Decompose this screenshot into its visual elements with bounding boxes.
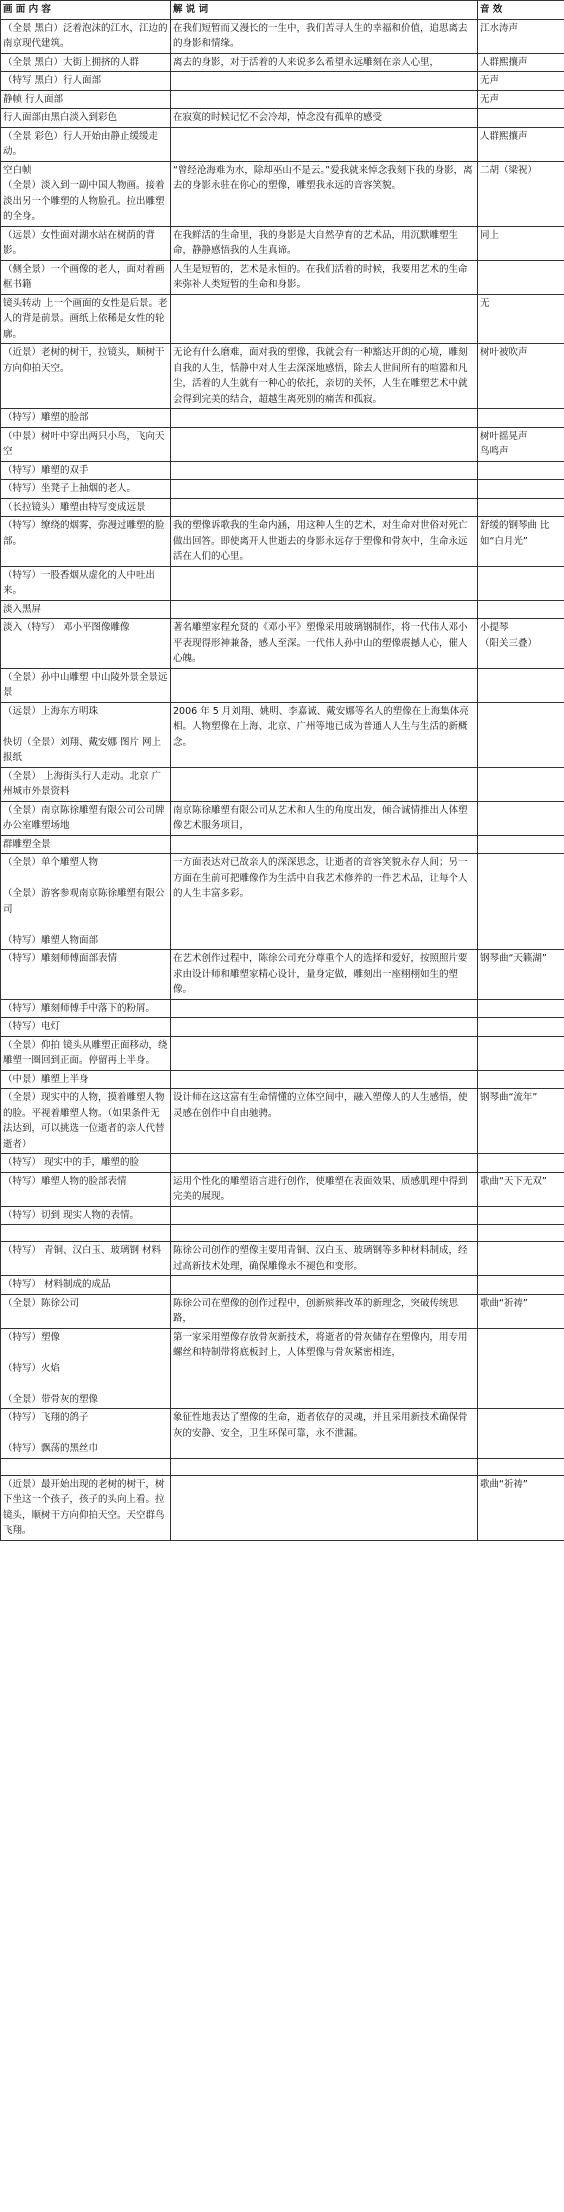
narration-cell: 在我鲜活的生命里，我的身影是大自然孕育的艺术品，用沉默雕塑生命，静静感悟我的人生真谛。 [171,226,478,260]
scene-content-cell: （特写）塑像 （特写）火焰 （全景）带骨灰的塑像 [1,1328,171,1409]
header-sound-effect: 音 效 [478,1,564,20]
narration-cell: 人生是短暂的，艺术是永恒的。在我们活着的时候，我要用艺术的生命来弥补人类短暂的生命和身影。 [171,260,478,294]
narration-cell [171,90,478,109]
table-row [1,1458,564,1475]
table-row [1,90,564,109]
narration-cell: 我的塑像诉歌我的生命内涵，用这种人生的艺术，对生命对世俗对死亡做出回答。即使离开人世逝去的身影永远存于塑像和骨灰中，生命永远活在人们的心里。 [171,517,478,567]
table-row [1,517,564,567]
sound-effect-cell [478,566,564,600]
scene-content-cell [1,1458,171,1475]
sound-effect-cell [478,702,564,767]
table-row [1,854,564,950]
sound-effect-cell: 二胡（梁祝） [478,161,564,226]
table-row [1,1154,564,1173]
table-row [1,999,564,1018]
scene-content-cell: （远景）女性面对湖水站在树荫的背影。 [1,226,171,260]
narration-cell [171,1206,478,1225]
narration-cell: “曾经沧海难为水，除却巫山不是云。”爱我就来悼念我刻下我的身影，离去的身影永驻在你心的塑像，雕塑我永远的音容笑貌。 [171,161,478,226]
sound-effect-cell: 人群熙攘声 [478,127,564,161]
sound-effect-cell: 钢琴曲“流年” [478,1089,564,1154]
narration-cell [171,1070,478,1089]
table-row [1,480,564,499]
table-row [1,1294,564,1328]
sound-effect-cell [478,1458,564,1475]
table-row [1,767,564,801]
table-row [1,1225,564,1242]
sound-effect-cell: 无声 [478,72,564,91]
narration-cell [171,835,478,854]
sound-effect-cell [478,461,564,480]
narration-cell [171,1018,478,1037]
sound-effect-cell [478,854,564,950]
sound-effect-cell: 歌曲“祈祷” [478,1475,564,1540]
table-row [1,161,564,226]
narration-cell: 象征性地表达了塑像的生命，逝者依存的灵魂，并且采用新技术确保骨灰的安静、安全，卫生环保可靠，永不泄漏。 [171,1409,478,1459]
scene-content-cell: （特写 黑白）行人面部 [1,72,171,91]
sound-effect-cell [478,1409,564,1459]
scene-content-cell: （中景）树叶中穿出两只小鸟，飞向天空 [1,427,171,461]
narration-cell [171,1276,478,1295]
sound-effect-cell: 树叶被吹声 [478,344,564,409]
narration-cell: 在寂寞的时候记忆不会冷却，悼念没有孤单的感受 [171,109,478,128]
table-row [1,72,564,91]
narration-cell [171,999,478,1018]
scene-content-cell: （特写）飞翔的鸽子 （特写）飘荡的黑丝巾 [1,1409,171,1459]
scene-content-cell: （近景）最开始出现的老树的树干，树下坐这一个孩子，孩子的头向上看。拉镜头，顺树干方向仰拍天空。天空群鸟飞翔。 [1,1475,171,1540]
sound-effect-cell: 钢琴曲“天籁湖” [478,950,564,1000]
narration-cell [171,566,478,600]
narration-cell [171,72,478,91]
narration-cell [171,1154,478,1173]
table-row [1,566,564,600]
sound-effect-cell: 树叶摇晃声 鸟鸣声 [478,427,564,461]
sound-effect-cell: 同上 [478,226,564,260]
header-narration: 解 说 词 [171,1,478,20]
narration-cell [171,127,478,161]
table-row [1,1409,564,1459]
scene-content-cell: （特写）电灯 [1,1018,171,1037]
sound-effect-cell [478,1070,564,1089]
table-row [1,53,564,72]
narration-cell: 运用个性化的雕塑语言进行创作，使雕塑在表面效果、质感肌理中得到完美的展现。 [171,1172,478,1206]
scene-content-cell: （全景）单个雕塑人物 （全景）游客参观南京陈徐雕塑有限公司 （特写）雕塑人物面部 [1,854,171,950]
scene-content-cell: 淡入黑屏 [1,600,171,619]
table-row [1,409,564,428]
narration-cell: 在艺术创作过程中，陈徐公司充分尊重个人的选择和爱好，按照照片要求由设计师和雕塑家精心设计，量身定做，雕刻出一座栩栩如生的塑像。 [171,950,478,1000]
scene-content-cell: （全景 黑白）大街上拥挤的人群 [1,53,171,72]
sound-effect-cell [478,1276,564,1295]
scene-content-cell: （近景）老树的树干，拉镜头，顺树干方向仰拍天空。 [1,344,171,409]
sound-effect-cell [478,801,564,835]
sound-effect-cell [478,109,564,128]
header-row [1,1,564,20]
narration-cell [171,480,478,499]
table-row [1,1036,564,1070]
scene-content-cell: （全景）陈徐公司 [1,1294,171,1328]
scene-content-cell: （长拉镜头）雕塑由特写变成远景 [1,498,171,517]
sound-effect-cell: 歌曲“祈祷” [478,1294,564,1328]
narration-cell: 著名雕塑家程允贤的《邓小平》塑像采用玻璃钢制作，将一代伟人邓小平表现得形神兼备，感人至深。一代伟人孙中山的塑像震撼人心，催人心魄。 [171,619,478,669]
scene-content-cell: （全景）现实中的人物，摸着雕塑人物的脸。平视着雕塑人物。（如果条件无法达到，可以挑选一位逝者的亲人代替逝者） [1,1089,171,1154]
sound-effect-cell [478,600,564,619]
table-row [1,19,564,53]
table-row [1,109,564,128]
narration-cell: 2006 年 5 月刘翔、姚明、李嘉诚、戴安娜等名人的塑像在上海集体亮相。人物塑像在上海、北京、广州等地已成为普通人人生与生活的新概念。 [171,702,478,767]
sound-effect-cell [478,1225,564,1242]
table-row [1,1242,564,1276]
table-row [1,1018,564,1037]
scene-content-cell: （特写）切到 现实人物的表情。 [1,1206,171,1225]
table-row [1,260,564,294]
table-row [1,1475,564,1540]
table-row [1,427,564,461]
narration-cell: 设计师在这这富有生命情懂的立体空间中，融入塑像人的人生感悟，使灵感在创作中自由驰骋。 [171,1089,478,1154]
table-row [1,668,564,702]
scene-content-cell: （全景 彩色）行人开始由静止缓缓走动。 [1,127,171,161]
scene-content-cell: （全景）南京陈徐雕塑有限公司公司牌办公室雕塑场地 [1,801,171,835]
sound-effect-cell: 舒缓的钢琴曲 比如“白月光” [478,517,564,567]
sound-effect-cell [478,835,564,854]
scene-content-cell: （特写） 青铜、汉白玉、玻璃钢 材料 [1,1242,171,1276]
sound-effect-cell [478,1242,564,1276]
scene-content-cell: （全景）孙中山雕塑 中山陵外景全景远景 [1,668,171,702]
narration-cell: 在我们短暂而又漫长的一生中，我们苦寻人生的幸福和价值，追思离去的身影和情缘。 [171,19,478,53]
scene-content-cell: （特写）坐凳子上抽烟的老人。 [1,480,171,499]
table-row [1,498,564,517]
narration-cell: 陈徐公司创作的塑像主要用青铜、汉白玉、玻璃钢等多种材料制成，经过高新技术处理，确保雕像永不褪色和变形。 [171,1242,478,1276]
sound-effect-cell [478,1036,564,1070]
sound-effect-cell [478,668,564,702]
sound-effect-cell [478,498,564,517]
narration-cell [171,1036,478,1070]
sound-effect-cell [478,767,564,801]
sound-effect-cell [478,1018,564,1037]
scene-content-cell: 行人面部由黑白淡入到彩色 [1,109,171,128]
table-row [1,1172,564,1206]
narration-cell [171,767,478,801]
sound-effect-cell [478,480,564,499]
table-row [1,835,564,854]
scene-content-cell: （全景） 上海街头行人走动。北京 广州城市外景资料 [1,767,171,801]
scene-content-cell: （侧全景）一个画像的老人，面对着画框书籍 [1,260,171,294]
narration-cell [171,600,478,619]
scene-content-cell: （特写）一股香烟从虚化的人中吐出来。 [1,566,171,600]
scene-content-cell: （特写）缭绕的烟雾，弥漫过雕塑的脸部。 [1,517,171,567]
table-row [1,600,564,619]
narration-cell [171,498,478,517]
scene-content-cell: 群雕塑全景 [1,835,171,854]
scene-content-cell: 空白帧 （全景）淡入到一副中国人物画。接着淡出另一个雕塑的人物脸孔。拉出雕塑的全身。 [1,161,171,226]
narration-cell: 南京陈徐雕塑有限公司从艺术和人生的角度出发，倾合诚情推出人体塑像艺术服务项目， [171,801,478,835]
sound-effect-cell [478,260,564,294]
narration-cell [171,461,478,480]
scene-content-cell [1,1225,171,1242]
narration-cell: 第一家采用塑像存放骨灰新技术，将逝者的骨灰储存在塑像内，用专用螺丝和特制带将底板封上，人体塑像与骨灰紧密相连， [171,1328,478,1409]
narration-cell: 离去的身影，对于活着的人来说多么希望永远雕刻在亲人心里， [171,53,478,72]
sound-effect-cell: 小提琴 （阳关三叠） [478,619,564,669]
sound-effect-cell: 无 [478,294,564,344]
scene-content-cell: 镜头转动 上一个画面的女性是后景。老人的背是前景。画纸上依稀是女性的轮廓。 [1,294,171,344]
narration-cell [171,1475,478,1540]
sound-effect-cell: 歌曲“天下无双” [478,1172,564,1206]
scene-content-cell: （特写）雕塑的脸部 [1,409,171,428]
scene-content-cell: （特写）雕刻师傅手中落下的粉屑。 [1,999,171,1018]
scene-content-cell: （全景）仰拍 镜头从雕塑正面移动，绕雕塑一圈回到正面。停留再上半身。 [1,1036,171,1070]
table-body [1,19,564,1540]
scene-content-cell: （特写）雕刻师傅面部表情 [1,950,171,1000]
table-row [1,1206,564,1225]
narration-cell [171,427,478,461]
sound-effect-cell: 无声 [478,90,564,109]
table-row [1,1089,564,1154]
narration-cell: 陈徐公司在塑像的创作过程中，创新殡葬改革的新理念，突破传统思路， [171,1294,478,1328]
sound-effect-cell: 江水涛声 [478,19,564,53]
table-row [1,1328,564,1409]
scene-content-cell: 淡入（特写） 邓小平图像雕像 [1,619,171,669]
scene-content-cell: （特写） 现实中的手，雕塑的脸 [1,1154,171,1173]
table-row [1,294,564,344]
scene-content-cell: （特写）雕塑人物的脸部表情 [1,1172,171,1206]
narration-cell [171,409,478,428]
narration-cell [171,1458,478,1475]
table-row [1,127,564,161]
narration-cell [171,668,478,702]
narration-cell [171,294,478,344]
narration-cell: 一方面表达对已故亲人的深深思念，让逝者的音容笑貌永存人间；另一方面在生前可把雕像作为生活中自我艺术修养的一件艺术品，让每个人的人生丰富多彩。 [171,854,478,950]
sound-effect-cell [478,1206,564,1225]
table-row [1,950,564,1000]
sound-effect-cell: 人群熙攘声 [478,53,564,72]
table-row [1,619,564,669]
table-row [1,226,564,260]
scene-content-cell: （特写） 材料制成的成品 [1,1276,171,1295]
header-scene-content: 画 面 内 容 [1,1,171,20]
table-row [1,461,564,480]
table-row [1,801,564,835]
scene-content-cell: （远景）上海东方明珠 快切（全景）刘翔、戴安娜 图片 网上报纸 [1,702,171,767]
table-row [1,702,564,767]
table-row [1,344,564,409]
scene-content-cell: 静帧 行人面部 [1,90,171,109]
scene-content-cell: （特写）雕塑的双手 [1,461,171,480]
table-row [1,1070,564,1089]
sound-effect-cell [478,1328,564,1409]
scene-content-cell: （全景 黑白）泛着泡沫的江水，江边的南京现代建筑。 [1,19,171,53]
sound-effect-cell [478,409,564,428]
narration-cell: 无论有什么磨难，面对我的塑像，我就会有一种豁达开朗的心境，雕刻自我的人生，恬静中对人生去深深地感悟，除去人世间所有的喧嚣和凡尘，活着的人生就有一种心的依托，亲切的关怀，人生在雕塑艺术中就会得到完美的结合，超越生离死别的痛苦和孤寂。 [171,344,478,409]
scene-content-cell: （中景）雕塑上半身 [1,1070,171,1089]
table-row [1,1276,564,1295]
sound-effect-cell [478,1154,564,1173]
narration-cell [171,1225,478,1242]
sound-effect-cell [478,999,564,1018]
